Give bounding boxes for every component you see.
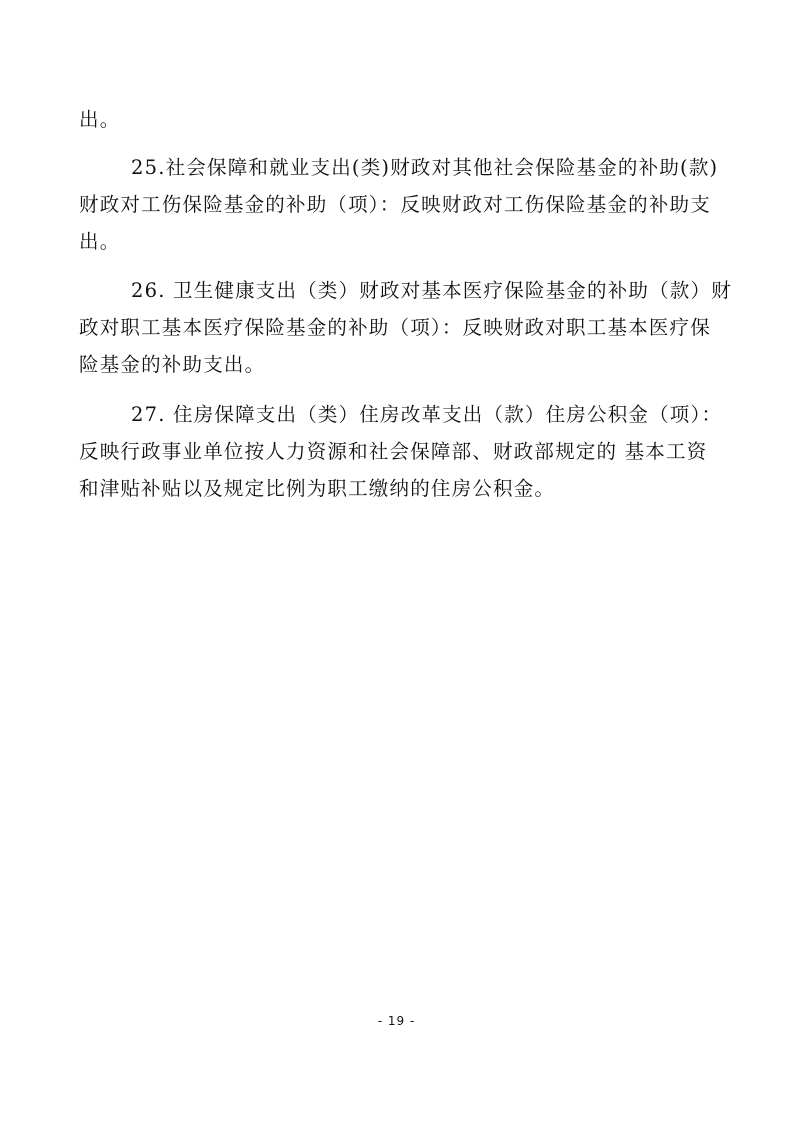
item-27-line-1: 27. 住房保障支出（类）住房改革支出（款）住房公积金（项）：: [131, 403, 723, 426]
item-26-line-3: 险基金的补助支出。: [79, 353, 266, 376]
paragraph-tail-line: 出。: [79, 108, 121, 131]
page-number: - 19 -: [377, 1014, 416, 1028]
item-26-line-2: 政对职工基本医疗保险基金的补助（项）：反映财政对职工基本医疗保: [79, 316, 711, 339]
item-26-line-1: 26. 卫生健康支出（类）财政对基本医疗保险基金的补助（款）财: [131, 279, 732, 302]
item-27-line-2: 反映行政事业单位按人力资源和社会保障部、财政部规定的 基本工资: [79, 440, 708, 463]
item-25-line-1: 25.社会保障和就业支出(类)财政对其他社会保险基金的补助(款): [131, 156, 719, 179]
item-25-line-2: 财政对工伤保险基金的补助（项）：反映财政对工伤保险基金的补助支: [79, 193, 711, 216]
item-27-line-3: 和津贴补贴以及规定比例为职工缴纳的住房公积金。: [79, 477, 556, 500]
item-25-line-3: 出。: [79, 230, 121, 253]
